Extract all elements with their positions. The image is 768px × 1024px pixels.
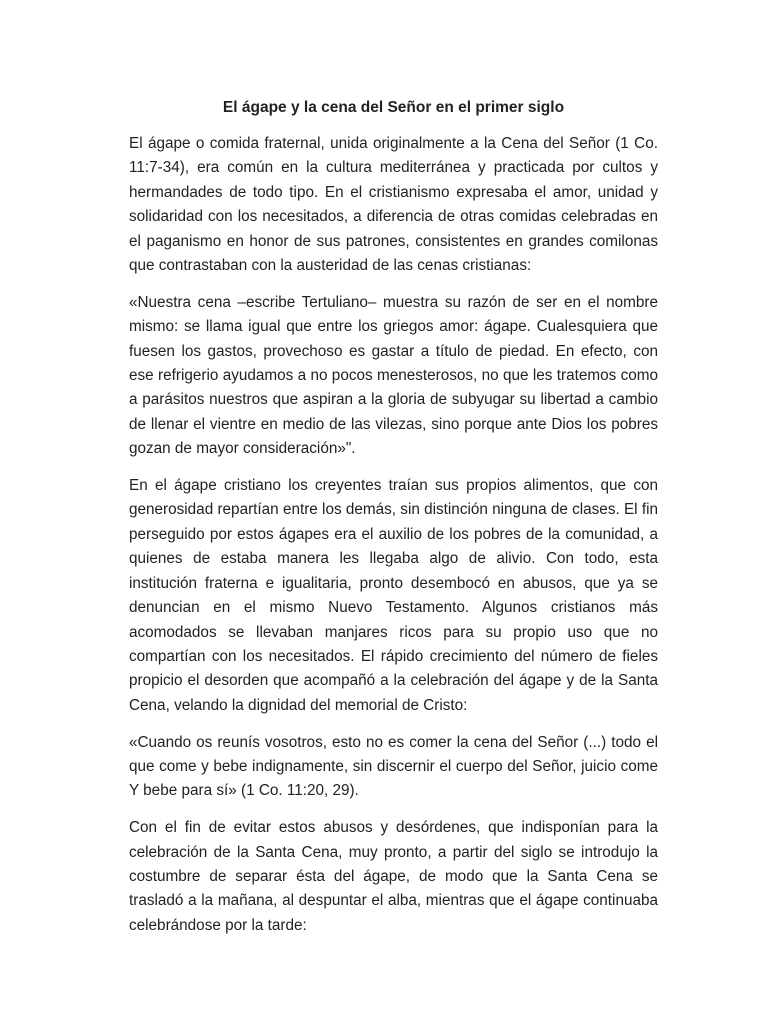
paragraph-christian-agape: En el ágape cristiano los creyentes traían sus propios alimentos, que con generosidad repartían entre los demás, sin distinción ninguna de clases. El fin perseguido por estos ágapes era el auxilio de los pobres de la comunidad, a quienes de estaba manera les llegaba algo de alivio. Con todo, esta institución fraterna e igualitaria, pronto desembocó en abusos, que ya se denuncian en el mismo Nuevo Testamento. Algunos cristianos más acomodados se llevaban manjares ricos para su propio uso que no compartían con los necesitados. El rápido crecimiento del número de fieles propicio el desorden que acompañó a la celebración del ágape y de la Santa Cena, velando la dignidad del memorial de Cristo:	[129, 477, 658, 714]
paragraph-separation: Con el fin de evitar estos abusos y desórdenes, que indisponían para la celebración de la Santa Cena, muy pronto, a partir del siglo se introdujo la costumbre de separar ésta del ágape, de modo que la Santa Cena se trasladó a la mañana, al despuntar el alba, mientras que el ágape continuaba celebrándose por la tarde:	[129, 819, 658, 934]
paragraph-corinthians-quote: «Cuando os reunís vosotros, esto no es comer la cena del Señor (...) todo el que come y bebe indignamente, sin discernir el cuerpo del Señor, juicio come Y bebe para sí» (1 Co. 11:20, 29).	[129, 733, 658, 800]
paragraph-intro: El ágape o comida fraternal, unida originalmente a la Cena del Señor (1 Co. 11:7-34), era común en la cultura mediterránea y practicada por cultos y hermandades de todo tipo. En el cristianismo expresaba el amor, unidad y solidaridad con los necesitados, a diferencia de otras comidas celebradas en el paganismo en honor de sus patrones, consistentes en grandes comilonas que contrastaban con la austeridad de las cenas cristianas:	[129, 135, 658, 275]
paragraph-tertullian-quote: «Nuestra cena –escribe Tertuliano– muestra su razón de ser en el nombre mismo: se llama igual que entre los griegos amor: ágape. Cualesquiera que fuesen los gastos, provechoso es gastar a título de piedad. En efecto, con ese refrigerio ayudamos a no pocos menesterosos, no que les tratemos como a parásitos nuestros que aspiran a la gloria de subyugar su libertad a cambio de llenar el vientre en medio de las vilezas, sino porque ante Dios los pobres gozan de mayor consideración»".	[129, 293, 658, 458]
document-title: El ágape y la cena del Señor en el primer siglo	[222, 99, 565, 116]
